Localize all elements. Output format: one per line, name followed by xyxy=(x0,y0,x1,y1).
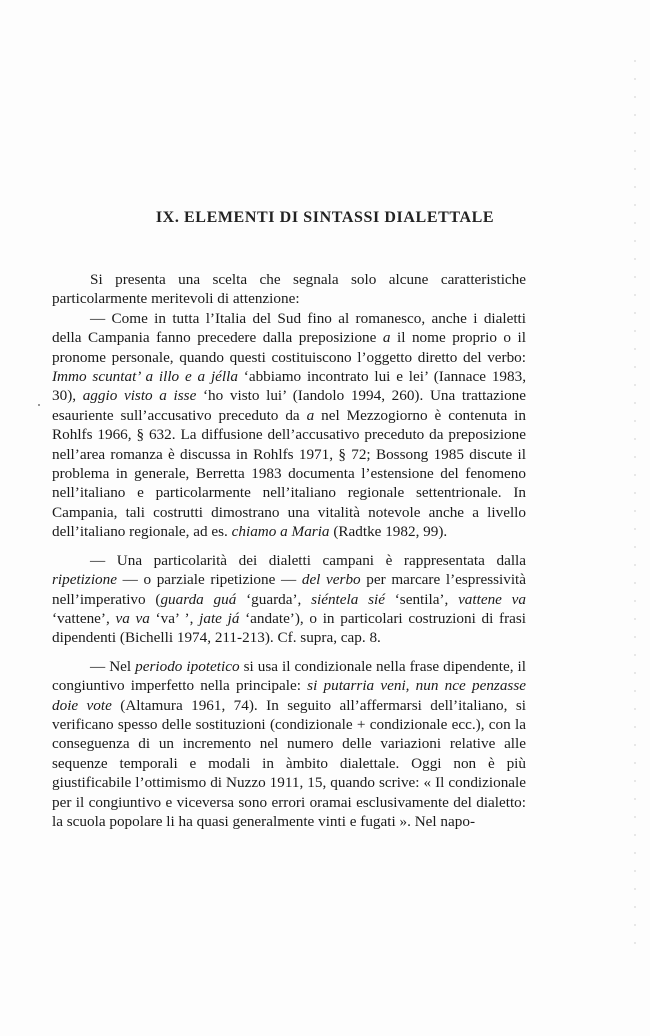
text-run: — Una particolarità dei dialetti campani è rappresentata dalla xyxy=(90,551,526,569)
italic-phrase: periodo ipotetico xyxy=(135,657,240,675)
italic-phrase: aggio visto a isse xyxy=(82,387,197,405)
italic-phrase: va va xyxy=(115,609,150,627)
text-run: il nome proprio o il pronome personale, quando questi costituiscono l’oggetto diretto del verbo: xyxy=(52,329,526,366)
scan-edge-marks xyxy=(634,60,636,960)
italic-phrase: vattene va xyxy=(458,590,527,608)
text-run: nel Mezzogiorno è contenuta in Rohlfs 1966, § 632. La diffusione dell’accusativo preceduto da preposizione nell’area romanza è discussa in Rohlfs 1971, § 72; Bossong 1985 discute il problema in generale, Berretta 1983 documenta l’estensione del fenomeno nell’italiano e particolarmente nell’italiano regionale settentrionale. In Campania, tali costrutti dimostrano una vitalità notevole anche a livello dell’italiano regionale, ad es. xyxy=(52,406,526,541)
text-run: ‘sentila’, xyxy=(384,590,459,608)
text-run: ‘abbiamo incontrato lui e lei’ (Iannace 1983, 30), xyxy=(52,368,526,405)
paragraph-ripetizione xyxy=(52,551,526,648)
scan-speck xyxy=(38,404,40,406)
text-run: — o parziale ripetizione — xyxy=(116,571,302,589)
body-text xyxy=(52,270,526,831)
italic-phrase: guarda guá xyxy=(160,590,237,608)
italic-phrase: jate já xyxy=(199,609,240,627)
text-run: — Nel xyxy=(90,657,136,675)
text-run: ‘vattene’, xyxy=(52,609,116,627)
text-run: si usa il condizionale nella frase dipendente, il congiuntivo imperfetto nella principale: xyxy=(52,657,526,695)
text-run: ‘guarda’, xyxy=(236,590,312,608)
italic-phrase: siéntela sié xyxy=(311,590,385,608)
italic-phrase: chiamo a Maria xyxy=(231,523,330,541)
italic-phrase: del verbo xyxy=(301,571,361,589)
text-run: ‘va’ ’, xyxy=(149,609,200,627)
paragraph-intro xyxy=(52,270,526,309)
paragraph-ipotetico xyxy=(52,657,526,832)
text-run: Si presenta una scelta che segnala solo alcune caratteristiche particolarmente meritevoli di attenzione: xyxy=(52,271,526,308)
text-run: ‘andate’), o in particolari costruzioni di frasi dipendenti (Bichelli 1974, 211-213). Cf. supra, cap. 8. xyxy=(52,609,527,647)
text-run: — Come in tutta l’Italia del Sud fino al romanesco, anche i dialetti della Campania fanno precedere dalla preposizione xyxy=(52,309,526,347)
italic-phrase: Immo scuntat’ a illo e a jélla xyxy=(52,368,238,386)
italic-phrase: ripetizione xyxy=(52,571,117,589)
chapter-heading: IX. ELEMENTI DI SINTASSI DIALETTALE xyxy=(155,208,495,226)
text-run: (Radtke 1982, 99). xyxy=(329,523,448,541)
text-run: ‘ho visto lui’ (Iandolo 1994, 260). Una trattazione esauriente sull’accusativo preceduto da xyxy=(52,387,526,424)
italic-phrase: a xyxy=(382,329,391,347)
text-run: (Altamura 1961, 74). In seguito all’affermarsi dell’italiano, si verificano spesso delle sostituzioni (condizionale + condizionale ecc.), con la conseguenza di un incremento nel numero delle variazioni relative alle sequenze temporali e modali in àmbito dialettale. Oggi non è più giustificabile l’ottimismo di Nuzzo 1911, 15, quando scrive: « Il condizionale per il congiuntivo e viceversa sono errori oramai esclusivamente del dialetto: la scuola popolare li ha quasi generalmente vinti e fugati ». Nel napo- xyxy=(52,696,526,830)
paragraph-accusativo xyxy=(52,309,526,542)
italic-phrase: si putarria veni, nun nce penzasse doie vote xyxy=(52,677,526,714)
text-run: per marcare l’espressività nell’imperativo ( xyxy=(52,571,527,608)
italic-phrase: a xyxy=(306,406,315,424)
